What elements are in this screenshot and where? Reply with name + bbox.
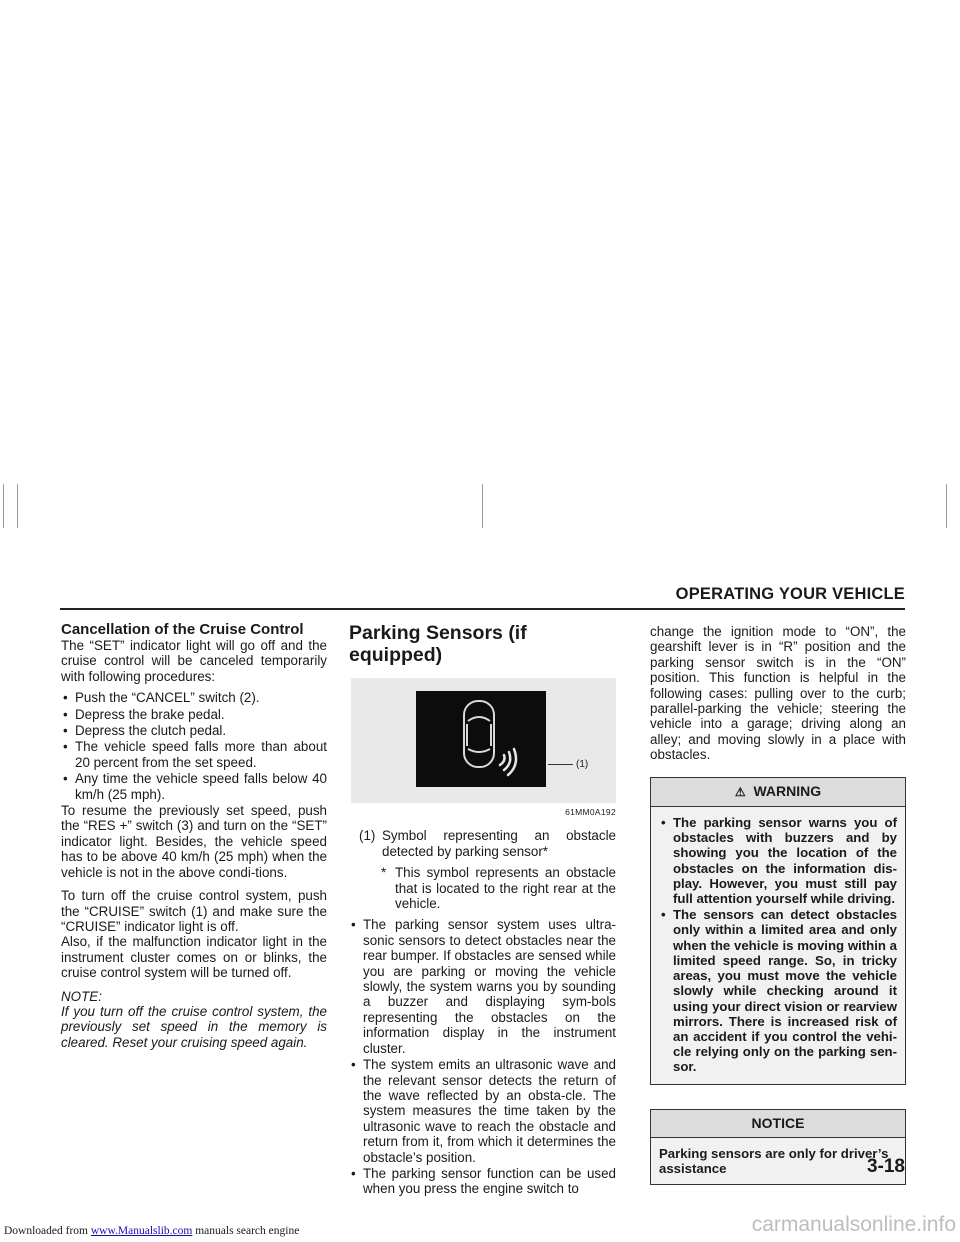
- warning-triangle-icon: ⚠: [734, 784, 746, 799]
- warning-title: WARNING: [753, 782, 822, 799]
- caption-number: (1): [359, 828, 376, 844]
- list-item: • The system emits an ultrasonic wave and the relevant sensor detects the return of the wave reflected by an obsta-cle. The system measures the time taken by the ultrasonic wave to reach the obstacle and return from it, from which it determines the obstacle’s position.: [349, 1057, 616, 1165]
- list-item: • Depress the brake pedal.: [61, 707, 327, 722]
- malfunction-paragraph: Also, if the malfunction indicator light in the instrument cluster comes on or blinks, the cruise control system will be turned off.: [61, 934, 327, 981]
- notice-text: Parking sensors are only for driver’s assistance: [659, 1145, 889, 1177]
- figure-code: 61MM0A192: [565, 807, 616, 817]
- section-title: OPERATING YOUR VEHICLE: [675, 585, 905, 603]
- list-item: • Push the “CANCEL” switch (2).: [61, 690, 327, 705]
- parking-sensor-figure: [351, 678, 616, 803]
- crop-mark: [946, 484, 947, 528]
- header-rule: [60, 608, 905, 610]
- middle-column: [349, 622, 616, 1198]
- parking-sensor-list: [349, 917, 616, 1196]
- resume-paragraph: To resume the previously set speed, push the “RES +” switch (3) and turn on the “SET” indicator light. Besides, the vehicle speed has to be above 40 km/h (25 mph) when the vehicle is not in the above condi-tions.: [61, 803, 327, 880]
- list-item: • The sensors can detect obstacles only within a limited area and only when the vehicle is moving within a limited speed range. So, in tricky areas, you must move the vehicle slowly while checking around it using your direct vision or rearview mirrors. There is increased risk of an accident if you control the vehi-cle relying only on the parking sen-sor.: [659, 907, 897, 1074]
- caption-text: Symbol representing an obstacle detected by parking sensor*: [382, 828, 616, 859]
- continuation-paragraph: change the ignition mode to “ON”, the gearshift lever is in “R” position and the parking sensor switch is in the “ON” position. This function is helpful in the following cases: pulling over to the curb; parallel-parking the vehicle; steering the vehicle into a garage; driving along an alley; and moving slowly in a place with obstacles.: [650, 624, 906, 763]
- list-item: • The parking sensor function can be used when you press the engine switch to: [349, 1166, 616, 1197]
- notice-title: NOTICE: [651, 1110, 905, 1138]
- warning-header: [651, 778, 905, 807]
- watermark: carmanualsonline.info: [751, 1213, 956, 1236]
- car-top-view-icon: [416, 691, 546, 787]
- left-column: [61, 622, 327, 1050]
- callout-label: (1): [576, 759, 589, 770]
- turn-off-paragraph: To turn off the cruise control system, push the “CRUISE” switch (1) and make sure the “CRUISE” indicator light is off.: [61, 888, 327, 934]
- page-number: 3-18: [866, 1156, 905, 1177]
- download-notice: Downloaded from www.Manualslib.com manuals search engine: [4, 1225, 300, 1237]
- cancel-conditions-list: [61, 690, 327, 802]
- warning-box: [650, 777, 906, 1085]
- footnote-text: This symbol represents an obstacle that is located to the right rear at the vehicle.: [395, 865, 616, 912]
- subsection-heading: Cancellation of the Cruise Control: [61, 621, 304, 638]
- crop-mark: [482, 484, 483, 528]
- list-item: • The parking sensor warns you of obstacles with buzzers and by showing you the location of the obstacles on the information dis-play. However, you must still pay full attention yourself while driving.: [659, 815, 897, 906]
- warning-list: [659, 815, 897, 1074]
- list-item: • Any time the vehicle speed falls below 40 km/h (25 mph).: [61, 771, 327, 802]
- footnote-marker: *: [381, 865, 387, 881]
- list-item: • Depress the clutch pedal.: [61, 723, 327, 738]
- crop-mark: [3, 484, 4, 528]
- list-item: • The parking sensor system uses ultra-sonic sensors to detect obstacles near the rear bumper. If obstacles are sensed while you are parking or moving the vehicle slowly, the system warns you by sounding a buzzer and displaying sym-bols representing the obstacles on the information display in the instrument cluster.: [349, 917, 616, 1056]
- section-heading: Parking Sensors (if equipped): [349, 622, 527, 666]
- intro-paragraph: The “SET” indicator light will go off and the cruise control will be canceled temporarily with following procedures:: [61, 638, 327, 684]
- list-item: • The vehicle speed falls more than about 20 percent from the set speed.: [61, 739, 327, 770]
- manualslib-link[interactable]: www.Manualslib.com: [90, 1225, 193, 1237]
- note-text: If you turn off the cruise control system, the previously set speed in the memory is cleared. Reset your cruising speed again.: [61, 1003, 327, 1050]
- info-display: [416, 691, 546, 787]
- figure-caption: [349, 828, 616, 911]
- note-label: NOTE:: [61, 988, 102, 1004]
- right-column: [650, 624, 906, 1185]
- callout-line: [548, 764, 573, 765]
- crop-mark: [17, 484, 18, 528]
